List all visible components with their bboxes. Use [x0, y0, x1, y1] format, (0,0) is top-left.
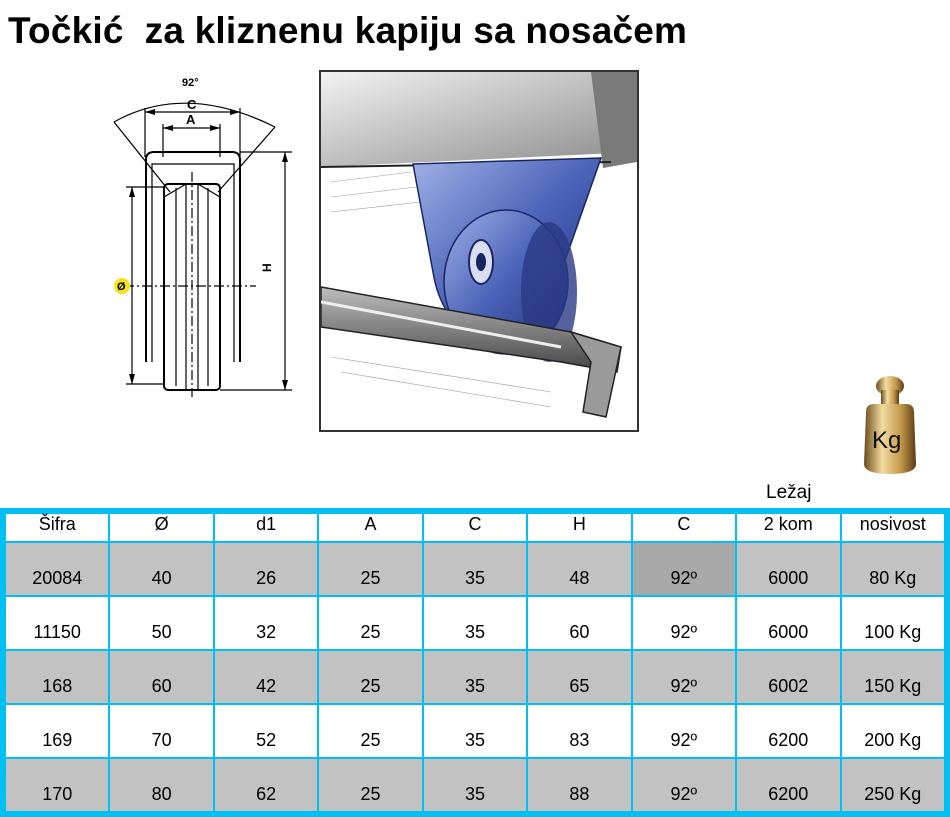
table-cell: 70 — [110, 705, 212, 757]
table-cell: 92º — [633, 543, 735, 595]
table-cell: 6200 — [737, 759, 839, 811]
weight-kg-label: Kg — [872, 427, 902, 454]
table-cell: 60 — [528, 597, 630, 649]
table-cell: 150 Kg — [842, 651, 945, 703]
table-cell: 11150 — [6, 597, 108, 649]
weight-kg-icon — [860, 372, 920, 476]
table-row — [6, 705, 944, 757]
angle-label: 92° — [182, 77, 199, 89]
table-cell: 80 — [110, 759, 212, 811]
header-cell: d1 — [215, 514, 317, 541]
technical-drawing — [100, 72, 300, 402]
header-cell: nosivost — [842, 514, 945, 541]
table-cell: 25 — [319, 543, 421, 595]
table-row — [6, 597, 944, 649]
specs-table-frame — [0, 508, 950, 817]
page-title: Točkić za kliznenu kapiju sa nosačem — [8, 10, 688, 51]
table-cell: 65 — [528, 651, 630, 703]
specs-table — [4, 512, 946, 813]
table-cell: 250 Kg — [842, 759, 945, 811]
table-cell: 6002 — [737, 651, 839, 703]
table-cell: 35 — [424, 705, 526, 757]
table-cell: 48 — [528, 543, 630, 595]
table-cell: 170 — [6, 759, 108, 811]
table-cell: 92º — [633, 651, 735, 703]
header-cell: C — [633, 514, 735, 541]
table-cell: 35 — [424, 543, 526, 595]
table-cell: 83 — [528, 705, 630, 757]
header-cell: C — [424, 514, 526, 541]
table-cell: 52 — [215, 705, 317, 757]
table-cell: 169 — [6, 705, 108, 757]
table-cell: 25 — [319, 759, 421, 811]
h-dimension-label: H — [260, 263, 274, 272]
table-cell: 50 — [110, 597, 212, 649]
table-cell: 25 — [319, 705, 421, 757]
header-cell: A — [319, 514, 421, 541]
table-cell: 92º — [633, 597, 735, 649]
table-cell: 80 Kg — [842, 543, 945, 595]
table-cell: 88 — [528, 759, 630, 811]
table-cell: 25 — [319, 597, 421, 649]
table-cell: 6200 — [737, 705, 839, 757]
table-cell: 32 — [215, 597, 317, 649]
table-cell: 62 — [215, 759, 317, 811]
table-cell: 25 — [319, 651, 421, 703]
table-cell: 35 — [424, 597, 526, 649]
table-cell: 35 — [424, 651, 526, 703]
table-cell: 200 Kg — [842, 705, 945, 757]
table-cell: 42 — [215, 651, 317, 703]
table-cell: 6000 — [737, 543, 839, 595]
table-cell: 26 — [215, 543, 317, 595]
diameter-label: Ø — [117, 281, 126, 293]
c-dimension-label: C — [187, 97, 197, 112]
table-cell: 168 — [6, 651, 108, 703]
table-cell: 6000 — [737, 597, 839, 649]
product-illustration — [319, 70, 639, 432]
bearing-header-label: Ležaj — [766, 482, 812, 503]
table-row — [6, 759, 944, 811]
table-cell: 60 — [110, 651, 212, 703]
header-cell: Šifra — [6, 514, 108, 541]
table-row — [6, 651, 944, 703]
header-cell: H — [528, 514, 630, 541]
header-cell: Ø — [110, 514, 212, 541]
table-cell: 40 — [110, 543, 212, 595]
table-cell: 92º — [633, 705, 735, 757]
table-row — [6, 543, 944, 595]
table-cell: 35 — [424, 759, 526, 811]
table-cell: 20084 — [6, 543, 108, 595]
a-dimension-label: A — [186, 112, 196, 127]
table-cell: 92º — [633, 759, 735, 811]
table-header-row — [6, 514, 944, 541]
header-cell: 2 kom — [737, 514, 839, 541]
table-cell: 100 Kg — [842, 597, 945, 649]
wheel-illustration — [321, 72, 637, 430]
